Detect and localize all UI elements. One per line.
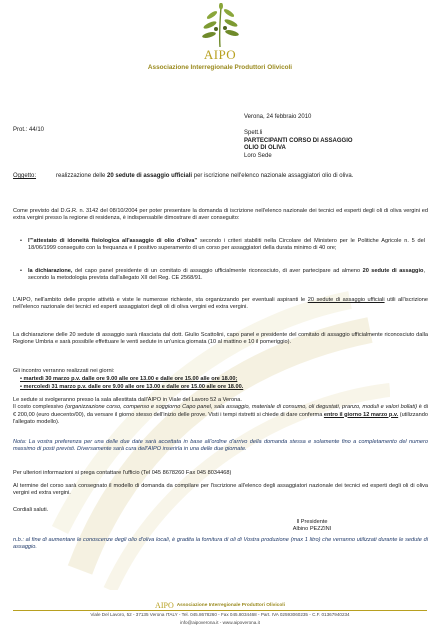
- paragraph-contacts: Per ulteriori informazioni si prega contattare l'ufficio (Tel 045 8678260 Fax 045 8034468): [13, 470, 232, 476]
- recipient-line2: OLIO DI OLIVA: [244, 145, 286, 151]
- recipient-block: [244, 130, 353, 160]
- date-item-wednesday: • mercoledì 31 marzo p.v. dalle ore 9.00 alle ore 13.00 e dalle ore 15.00 alle ore 18.00.: [20, 384, 244, 390]
- paragraph-form: Al termine del corso sarà consegnato il modello di domanda da compilare per l'iscrizione all'elenco degli assaggiatori nazionale dei tecnici ed esperti degli oli di oliva vergini ed extra vergini.: [13, 483, 428, 497]
- paragraph-nb: n.b.: al fine di aumentare le conoscenze degli olio d'oliva locali, è gradita la fornitura di oli di Vostra produzione (max 1 litro) che verranno utilizzati durante le sedute di assaggio.: [13, 537, 428, 551]
- subject-label: Oggetto:: [13, 173, 37, 179]
- olive-branch-logo-icon: [190, 3, 250, 49]
- header-logo-name: AIPO: [203, 47, 237, 62]
- requirement-item-attestato: [20, 238, 425, 253]
- date-item-tuesday: • martedì 30 marzo p.v. dalle ore 9.00 alle ore 13.00 e dalle ore 15.00 alle ore 18.00;: [20, 376, 238, 382]
- recipient-line3: Loro Sede: [244, 152, 272, 159]
- requirement-highlight: 20 sedute di assaggio: [362, 268, 424, 274]
- cost-text-mid: è di € 200,00 (euro duecento/00), da versare il giorno stesso dell'inizio delle prove. Visti i tempi ristretti si chiede di dare conferma: [13, 404, 429, 418]
- date-text: mercoledì 31 marzo p.v. dalle ore 9.00 alle ore 13.00 e dalle ore 15.00 alle ore 18.00.: [23, 384, 244, 390]
- requirement-text: del capo panel presidente di un comitato di assaggio ufficialmente riconosciuto, di aver partecipare ad almeno: [72, 268, 363, 274]
- cost-text-end: (utilizzando l'allegato modello).: [13, 411, 428, 425]
- signature-role: Il Presidente: [296, 519, 328, 525]
- subject-line: [13, 173, 428, 181]
- footer-divider: [13, 610, 427, 611]
- subject-text: realizzazione delle: [56, 173, 108, 179]
- subject-highlight: 20 sedute di assaggio ufficiali: [107, 173, 193, 179]
- footer-logo-name: AIPO: [155, 601, 174, 610]
- requirement-text: secondo i criteri stabiliti nella Circolare del Ministero per le Politiche Agricole n. 5 del 18/06/1999 conseguito con la frequanza e il positivo superamento di un corso per assaggiatori della durata minimo di 40 ore;: [28, 238, 425, 252]
- footer-association-name: Associazione Interregionale Produttori Olivicoli: [176, 603, 285, 608]
- paragraph-text-end: utili all'iscrizione nell'elenco nazionale dei tecnici ed esperti assaggiatori degli oli di oliva vergini ed extra vergini.: [13, 297, 428, 311]
- paragraph-dates-intro: Gli incontro verranno realizzati nei giorni:: [13, 368, 115, 374]
- cost-italic: (organizzazione corso, compenso e soggiorno Capo panel, sala assaggio, materiale di consumo, oli degustati, pranzo, moduli e valori bollati): [65, 404, 418, 411]
- requirement-item-dichiarazione: [20, 268, 425, 283]
- paragraph-organization: [13, 297, 428, 312]
- place-date: Verona, 24 febbraio 2010: [244, 114, 312, 120]
- footer-email: info@aipoverona.it - www.aipoverona.it: [180, 620, 260, 625]
- paragraph-declaration: La dichiarazione delle 20 sedute di assaggio sarà rilasciata dal dott. Giulio Scattolini, capo panel e presidente del comitato di assaggio ufficialmente riconosciuto dalla Regione Umbria e sarà possibile effettuare le venti sedute in un'unica giornata (10 al mattino e 10 il pomeriggio).: [13, 332, 428, 346]
- recipient-line1: PARTECIPANTI CORSO DI ASSAGGIO: [244, 137, 353, 144]
- paragraph-venue-cost: [13, 397, 428, 426]
- signature-name: Albino PEZZINI: [292, 526, 332, 533]
- paragraph-underlined: 20 sedute di assaggio ufficiali: [307, 297, 385, 303]
- requirement-text-end: , secondo la metodologia prevista dall'allegato XII del Reg. CE 2568/91.: [28, 268, 426, 282]
- recipient-salutation: Spett.li: [244, 130, 263, 136]
- signature-block: [272, 519, 352, 534]
- requirement-title: la dichiarazione,: [28, 268, 73, 274]
- paragraph-intro: Come previsto dal D.G.R. n. 3142 del 08/10/2004 per poter presentare la domanda di iscrizione nell'elenco nazionale dei tecnici ed esperti degli oli di oliva vergini ed extra vergini presso la regione di residenza, è indispensabile dimostrare di aver conseguito:: [13, 208, 428, 222]
- paragraph-text: L'AIPO, nell'ambito delle proprie attività e viste le numerose richieste, sta organizzando per eventuali aspiranti le: [13, 297, 308, 303]
- footer-address: Viale Del Lavoro, 52 - 37135 Verona ITALY - Tel. 045.8678260 - Fax 045.8034468 - Part. IVA 02593060235 - C.F. 01367940234: [90, 612, 350, 617]
- cost-text: Il costo complessivo: [13, 404, 66, 411]
- venue-text: Le sedute si svolgeranno presso la sala allestitata dall'AIPO in Viale del Lavoro 52 a Verona.: [13, 397, 242, 403]
- deadline-text: entro il giorno 12 marzo p.v.: [323, 411, 399, 418]
- requirement-title: l'"attestato di idoneità fisiologica all'assaggio di olio d'oliva": [28, 238, 198, 244]
- header-logo: [0, 3, 440, 49]
- closing-greeting: Cordiali saluti.: [13, 507, 49, 513]
- paragraph-note: Nota: La vostra preferenza per una delle due date sarà accettata in base all'ordine d'arrivo della domanda stessa e solamente fino a completamento del numero massimo di posti previsti. Diversamente sarà cura dell'AIPO inserirla in una delle due giornate.: [13, 439, 428, 453]
- header-association-name: Associazione Interregionale Produttori Olivicoli: [147, 64, 293, 71]
- date-text: martedì 30 marzo p.v. dalle ore 9.00 alle ore 13.00 e dalle ore 15.00 alle ore 18.00;: [23, 376, 238, 382]
- protocol-number: Prot.: 44/10: [13, 127, 45, 133]
- subject-text-end: per iscrizione nell'elenco nazionale assaggiatori olio di oliva.: [192, 173, 354, 179]
